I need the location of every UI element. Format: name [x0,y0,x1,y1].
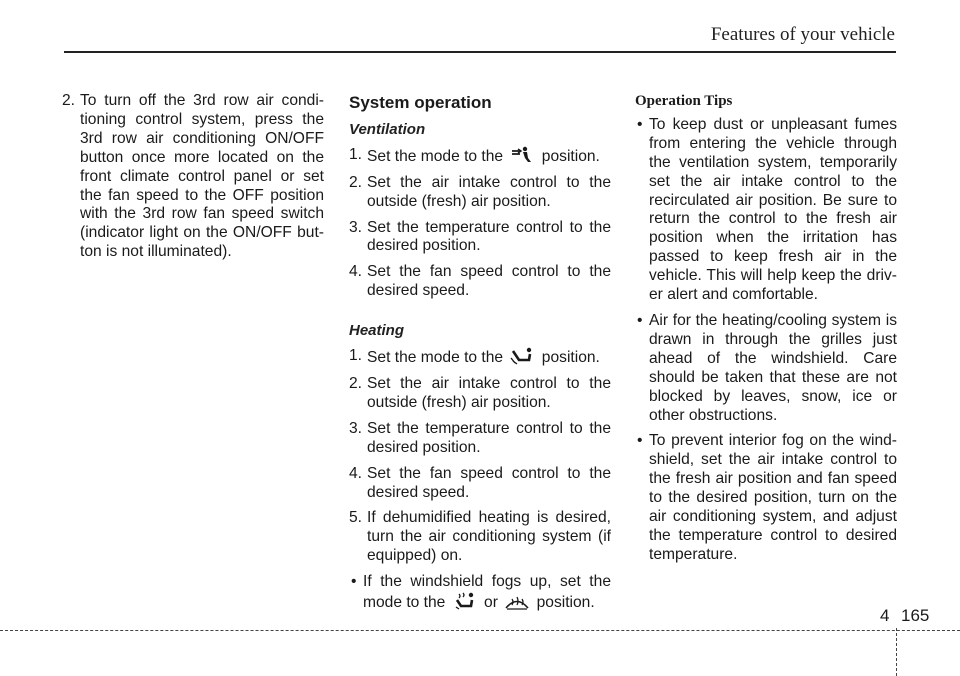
list-item [349,347,611,368]
item-text: Set the air intake control to the outside (fresh) air position. [367,374,611,411]
item-text: Set the mode to the [367,349,504,367]
list-item [349,146,611,167]
list-item [349,465,611,503]
bullet-glyph: • [637,115,643,133]
header-rule [64,51,896,53]
item-number: 2. [62,92,76,109]
list-item [349,375,611,413]
bullet-glyph: • [637,311,643,329]
page-number: 165 [901,606,930,625]
item-number: 2. [349,173,363,191]
list-item [349,263,611,301]
item-number: 3. [349,419,363,437]
item-text: To keep dust or unpleasant fumes from entering the vehicle through the ventilation system, temporarily set the air intake control to the recirculated air position. Be sure to return the control to the fresh air position when the irritation has passed to keep fresh air in the vehicle. This will help keep the driv-er alert and comfortable. [649,115,897,304]
item-text: Set the fan speed control to the desired speed. [367,263,611,300]
item-number: 3. [349,218,363,236]
header-title: Features of your vehicle [710,24,895,45]
column-left [62,92,324,269]
item-text: Air for the heating/cooling system is drawn in through the grilles just ahead of the windshield. Care should be taken that these are not blocked by leaves, snow, ice or other obstructions. [649,311,897,424]
windshield-defrost-icon [504,592,530,610]
item-text: If the windshield fogs up, set the mode to the [363,573,611,612]
item-text-end: position. [541,147,600,165]
chapter-number: 4 [880,606,890,625]
floor-heat-mode-icon [509,347,535,365]
item-number: 4. [349,464,363,482]
item-text-end: position. [536,594,595,612]
item-text: Set the air intake control to the outside (fresh) air position. [367,173,611,210]
bullet-glyph: • [351,573,357,591]
floor-defrost-mode-icon [452,592,478,610]
item-text-mid: or [484,594,498,612]
column-middle [349,92,611,620]
bullet-item [635,116,897,305]
item-number: 4. [349,263,363,281]
tips-title: Operation Tips [635,93,733,109]
item-text: Set the temperature control to the desired position. [367,218,611,255]
footer-divider [896,628,897,676]
bullet-item [349,573,611,613]
item-number: 1. [349,347,363,365]
section-title: System operation [349,93,492,112]
item-text: To prevent interior fog on the wind-shield, set the air intake control to the fresh air position and fan speed to the desired position, turn on the air conditioning system, and adjust the temperature control to desired temperature. [649,432,897,563]
heating-title: Heating [349,322,405,340]
face-vent-mode-icon [509,146,535,164]
bullet-glyph: • [637,432,643,450]
list-item [349,509,611,566]
item-text: If dehumidified heating is desired, turn the air conditioning system (if equipped) on. [367,509,611,565]
bullet-item [635,432,897,564]
bullet-item [635,312,897,425]
list-item [349,174,611,212]
item-text: Set the mode to the [367,147,504,165]
list-item [349,219,611,257]
list-item [62,92,324,262]
item-number: 5. [349,509,363,527]
ventilation-title: Ventilation [349,120,426,138]
list-item [349,420,611,458]
item-text: Set the temperature control to the desired position. [367,419,611,456]
item-text: Set the fan speed control to the desired speed. [367,464,611,501]
item-number: 1. [349,145,363,163]
footer-rule [0,630,960,631]
item-text-end: position. [541,349,600,367]
item-number: 2. [349,374,363,392]
column-right [635,92,897,572]
item-text: To turn off the 3rd row air condi-tioning control system, press the 3rd row air conditioning ON/OFF button once more located on the front climate control panel or set the fan speed to the OFF position with the 3rd row fan speed switch (indicator light on the ON/OFF but-ton is not illuminated). [80,92,324,261]
